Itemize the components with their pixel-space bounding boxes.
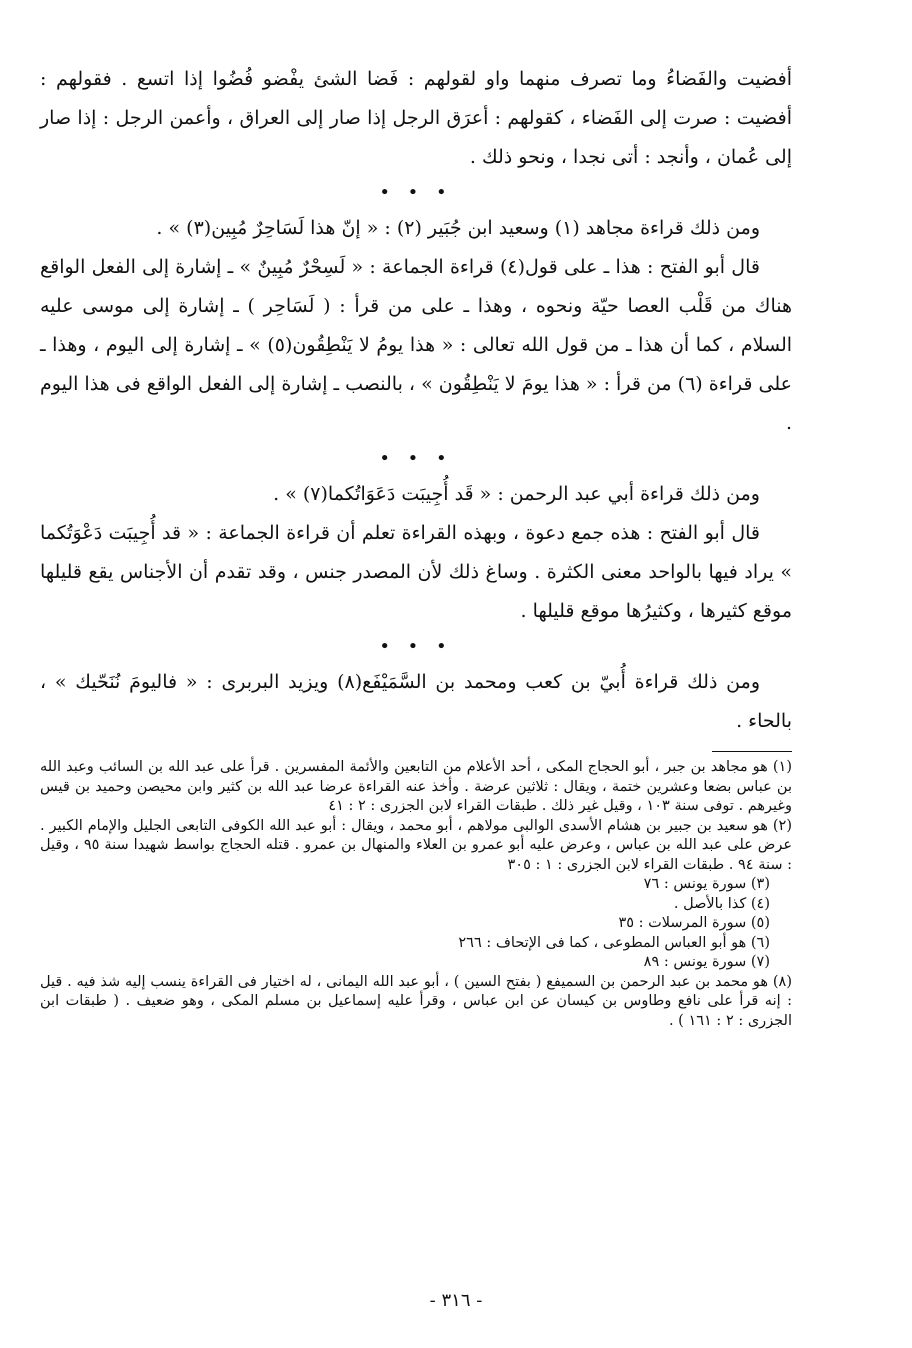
footnote: (٦) هو أبو العباس المطوعى ، كما فى الإتحاف : ٢٦٦ (458, 934, 770, 951)
footnote: (٣) سورة يونس : ٧٦ (643, 876, 770, 892)
paragraph-5: قال أبو الفتح : هذه جمع دعوة ، وبهذه القراءة تعلم أن قراءة الجماعة : « قد أُجِيبَت دَعْوَتُكما » يراد فيها بالواحد معنى الكثرة . وساغ ذلك لأن المصدر جنس ، وقد تقدم أن الأجناس يقع قليلها موقع كثيرها ، وكثيرُها موقع قليلها . (40, 522, 792, 622)
paragraph-1: أفضيت والفَضاءُ وما تصرف منهما واو لقولهم : فَضا الشئ يفْضو فُضُوا إذا اتسع . فقولهم : أفضيت : صرت إلى الفَضاء ، كقولهم : أعرَق الرجل إذا صار إلى العراق ، وأعمن الرجل : إذا صار إلى عُمان ، وأنجد : أتى نجدا ، ونحو ذلك . (40, 68, 792, 168)
paragraph-4: ومن ذلك قراءة أبي عبد الرحمن : « قَد أُجِيبَت دَعَوَاتُكما(٧) » . (273, 483, 760, 505)
section-separator: • • • (379, 182, 453, 203)
footnote: (٧) سورة يونس : ٨٩ (643, 954, 770, 970)
footnote-divider (712, 751, 792, 752)
footnote: (٢) هو سعيد بن جبير بن هشام الأسدى الوالبى مولاهم ، أبو محمد ، ويقال : أبو عبد الله الكوفى التابعى الجليل والإمام الكبير . عرض على عبد الله بن عباس ، وعرض عليه أبو عمرو بن العلاء والمنهال بن عمرو . قتله الحجاج بواسط شهيدا سنة ٩٥ ، وقيل : سنة ٩٤ . طبقات القراء لابن الجزرى : ١ : ٣٠٥ (40, 817, 792, 873)
footnote: (٨) هو محمد بن عبد الرحمن بن السميفع ( بفتح السين ) ، أبو عبد الله اليمانى ، له اختيار فى القراءة ينسب إليه شذ فيه . قيل : إنه قرأ على نافع وطاوس بن كيسان عن ابن عباس ، وقرأ عليه إسماعيل بن مسلم المكى ، وهو ضعيف . ( طبقات ابن الجزرى : ٢ : ١٦١ ) . (40, 973, 792, 1029)
footnote: (٥) سورة المرسلات : ٣٥ (618, 915, 770, 931)
section-separator: • • • (379, 636, 453, 657)
paragraph-6: ومن ذلك قراءة أُبيّ بن كعب ومحمد بن السَّمَيْفَع(٨) ويزيد البربرى : « فاليومَ نُنَحّيك » ، بالحاء . (40, 671, 792, 732)
footnote: (٤) كذا بالأصل . (673, 895, 770, 912)
paragraph-3: قال أبو الفتح : هذا ـ على قول(٤) قراءة الجماعة : « لَسِحْرٌ مُبِينٌ » ـ إشارة إلى الفعل الواقع هناك من قَلْب العصا حيّة ونحوه ، وهذا ـ على من قرأ : ( لَسَاحِر ) ـ إشارة إلى موسى عليه السلام ، كما أن هذا ـ من قول الله تعالى : « هذا يومُ لا يَنْطِقُون(٥) » ـ إشارة إلى اليوم ، وهذا ـ على قراءة (٦) من قرأ : « هذا يومَ لا يَنْطِقُون » ، بالنصب ـ إشارة إلى الفعل الواقع فى هذا اليوم . (40, 256, 793, 434)
paragraph-2: ومن ذلك قراءة مجاهد (١) وسعيد ابن جُبَير (٢) : « إنّ هذا لَسَاحِرٌ مُبِين(٣) » . (156, 217, 760, 239)
page-number: - ٣١٦ - (429, 1290, 483, 1311)
page-content (40, 60, 792, 1031)
footnote: (١) هو مجاهد بن جبر ، أبو الحجاج المكى ، أحد الأعلام من التابعين والأئمة المفسرين . قرأ على عبد الله بن السائب وعبد الله بن عباس بضعا وعشرين ختمة ، ويقال : ثلاثين عرضة . وأخذ عنه القراءة عرضا عبد الله بن كثير وابن محيصن وحميد بن قيس وغيرهم . توفى سنة ١٠٣ ، وقيل غير ذلك . طبقات القراء لابن الجزرى : ٢ : ٤١ (40, 759, 792, 814)
section-separator: • • • (379, 448, 453, 469)
footnotes (40, 758, 792, 1031)
